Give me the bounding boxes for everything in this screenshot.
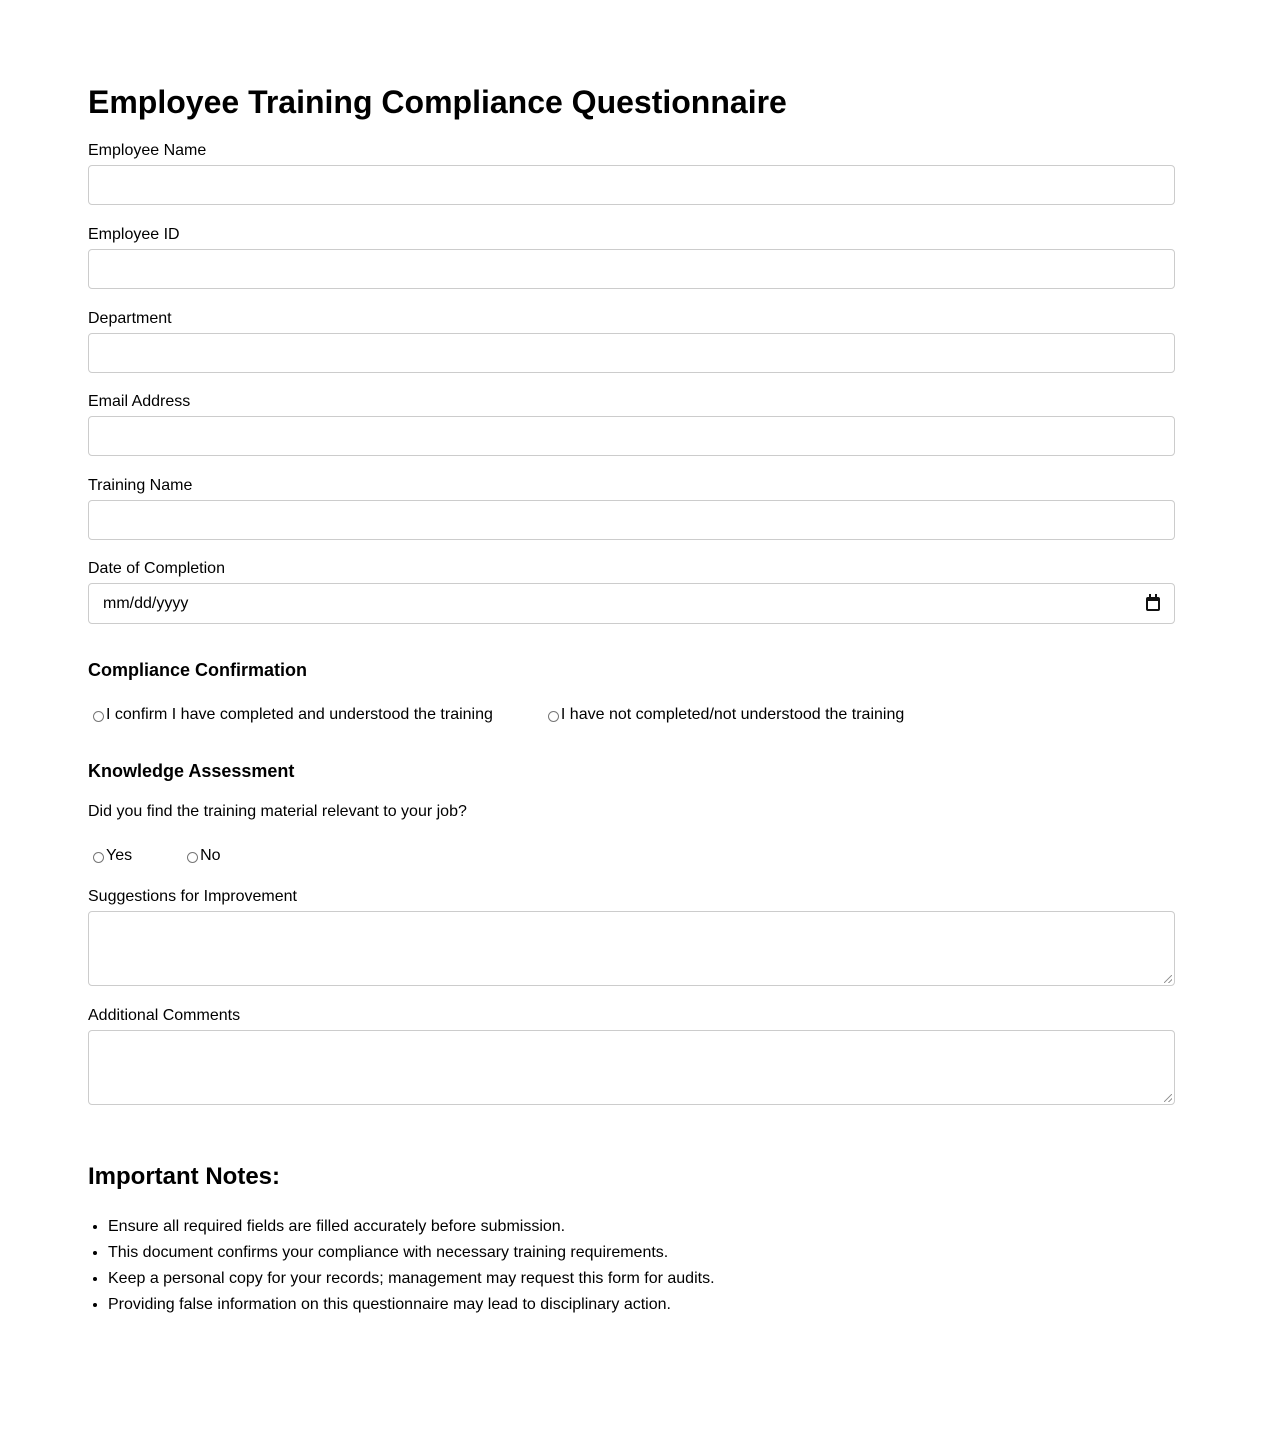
completion-date-input[interactable] bbox=[88, 583, 1175, 624]
calendar-icon[interactable] bbox=[1146, 597, 1160, 611]
date-placeholder: mm/dd/yyyy bbox=[103, 594, 189, 612]
employee-name-input[interactable] bbox=[88, 165, 1175, 205]
relevance-option-no[interactable] bbox=[182, 846, 220, 866]
employee-id-input[interactable] bbox=[88, 249, 1175, 289]
email-label: Email Address bbox=[88, 393, 191, 410]
note-item: • Ensure all required fields are filled accurately before submission. bbox=[108, 1214, 1195, 1240]
resize-grip-icon[interactable] bbox=[1164, 1094, 1172, 1102]
email-input[interactable] bbox=[88, 416, 1175, 456]
employee-name-label: Employee Name bbox=[88, 142, 207, 159]
form-page bbox=[88, 0, 1175, 1313]
notes-list bbox=[88, 1214, 1195, 1318]
compliance-option-not-completed-label: I have not completed/not understood the training bbox=[560, 706, 905, 723]
knowledge-heading: Knowledge Assessment bbox=[88, 761, 295, 781]
training-name-label: Training Name bbox=[88, 477, 193, 494]
department-label: Department bbox=[88, 310, 172, 327]
suggestions-label: Suggestions for Improvement bbox=[88, 888, 297, 905]
comments-label: Additional Comments bbox=[88, 1007, 241, 1024]
employee-id-label: Employee ID bbox=[88, 226, 180, 243]
relevance-option-yes-label: Yes bbox=[106, 847, 133, 864]
radio-circle-icon[interactable] bbox=[548, 711, 559, 722]
compliance-option-confirm[interactable] bbox=[88, 705, 493, 725]
relevance-option-no-label: No bbox=[200, 847, 221, 864]
training-name-input[interactable] bbox=[88, 500, 1175, 540]
notes-title: Important Notes: bbox=[88, 1163, 280, 1190]
note-item: • This document confirms your compliance with necessary training requirements. bbox=[108, 1240, 1195, 1266]
page-title: Employee Training Compliance Questionnaire bbox=[88, 84, 787, 120]
knowledge-question: Did you find the training material relevant to your job? bbox=[88, 803, 467, 820]
relevance-option-yes[interactable] bbox=[88, 846, 132, 866]
suggestions-textarea[interactable] bbox=[88, 911, 1175, 986]
completion-date-label: Date of Completion bbox=[88, 560, 225, 577]
comments-textarea[interactable] bbox=[88, 1030, 1175, 1105]
compliance-option-not-completed[interactable] bbox=[543, 705, 904, 725]
note-item: • Keep a personal copy for your records; management may request this form for audits. bbox=[108, 1266, 1195, 1292]
radio-circle-icon[interactable] bbox=[93, 711, 104, 722]
compliance-option-confirm-label: I confirm I have completed and understood the training bbox=[106, 706, 493, 723]
note-item: • Providing false information on this questionnaire may lead to disciplinary action. bbox=[108, 1292, 1195, 1318]
compliance-radio-group bbox=[88, 705, 904, 725]
radio-circle-icon[interactable] bbox=[187, 852, 198, 863]
compliance-heading: Compliance Confirmation bbox=[88, 660, 308, 680]
resize-grip-icon[interactable] bbox=[1164, 975, 1172, 983]
relevance-radio-group bbox=[88, 846, 221, 866]
radio-circle-icon[interactable] bbox=[93, 852, 104, 863]
department-input[interactable] bbox=[88, 333, 1175, 373]
